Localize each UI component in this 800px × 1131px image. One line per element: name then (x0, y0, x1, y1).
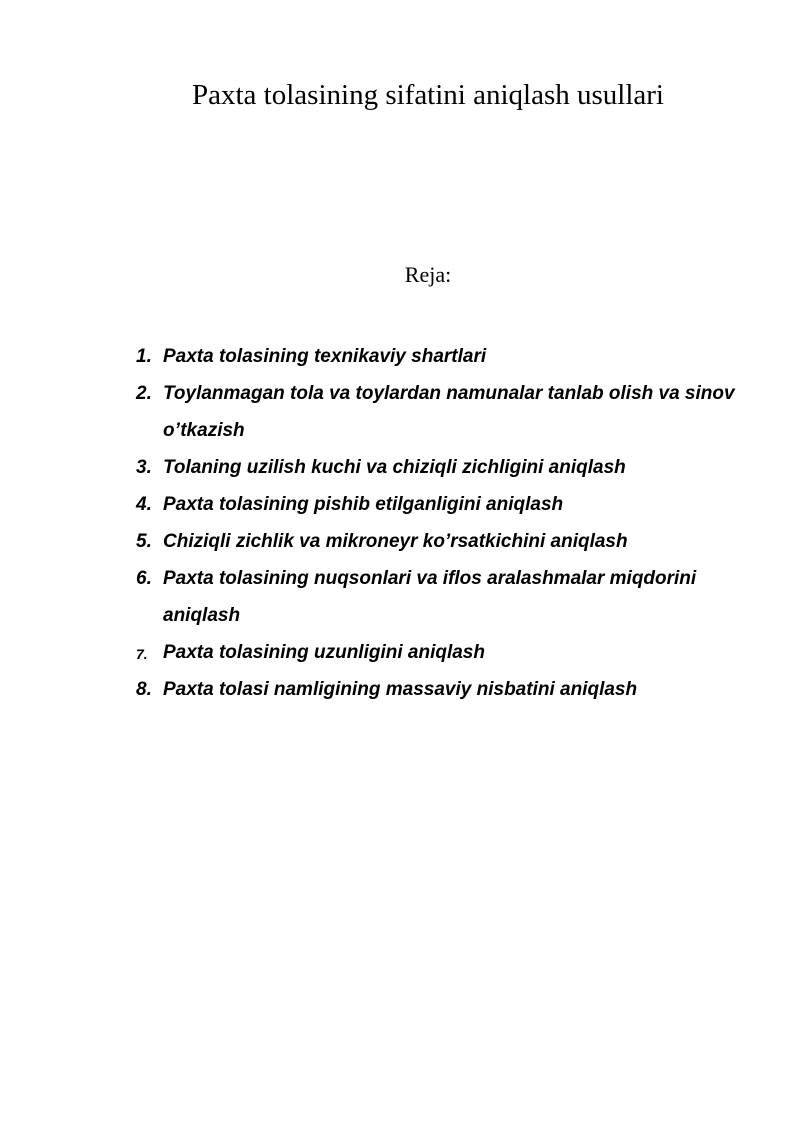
plan-item-number: 4. (136, 494, 152, 515)
plan-item-number: 7. (136, 646, 148, 662)
plan-item-text: Paxta tolasining uzunligini aniqlash (163, 642, 485, 663)
plan-item-text: Paxta tolasining texnikaviy shartlari (163, 346, 487, 367)
plan-item (136, 634, 756, 671)
plan-list (136, 338, 756, 708)
plan-item-text: Paxta tolasining nuqsonlari va iflos aralashmalar miqdorini aniqlash (163, 568, 697, 626)
plan-heading: Reja: (404, 262, 452, 287)
plan-item (136, 560, 756, 634)
plan-item-text: Paxta tolasi namligining massaviy nisbatini aniqlash (163, 679, 638, 700)
plan-item (136, 449, 756, 486)
plan-item-number: 2. (136, 383, 152, 404)
plan-item (136, 375, 756, 449)
plan-item-number: 8. (136, 679, 152, 700)
plan-item (136, 486, 756, 523)
plan-item-number: 6. (136, 568, 152, 589)
page-title: Paxta tolasining sifatini aniqlash usullari (192, 79, 664, 111)
plan-item-text: Paxta tolasining pishib etilganligini aniqlash (163, 494, 564, 515)
plan-item (136, 523, 756, 560)
plan-item-text: Toylanmagan tola va toylardan namunalar tanlab olish va sinov o’tkazish (163, 383, 735, 441)
plan-item-number: 3. (136, 457, 152, 478)
plan-item (136, 671, 756, 708)
plan-item-text: Chiziqli zichlik va mikroneyr ko’rsatkichini aniqlash (163, 531, 628, 552)
plan-item-number: 1. (136, 346, 152, 367)
plan-item-text: Tolaning uzilish kuchi va chiziqli zichligini aniqlash (163, 457, 626, 478)
plan-item (136, 338, 756, 375)
plan-item-number: 5. (136, 531, 152, 552)
